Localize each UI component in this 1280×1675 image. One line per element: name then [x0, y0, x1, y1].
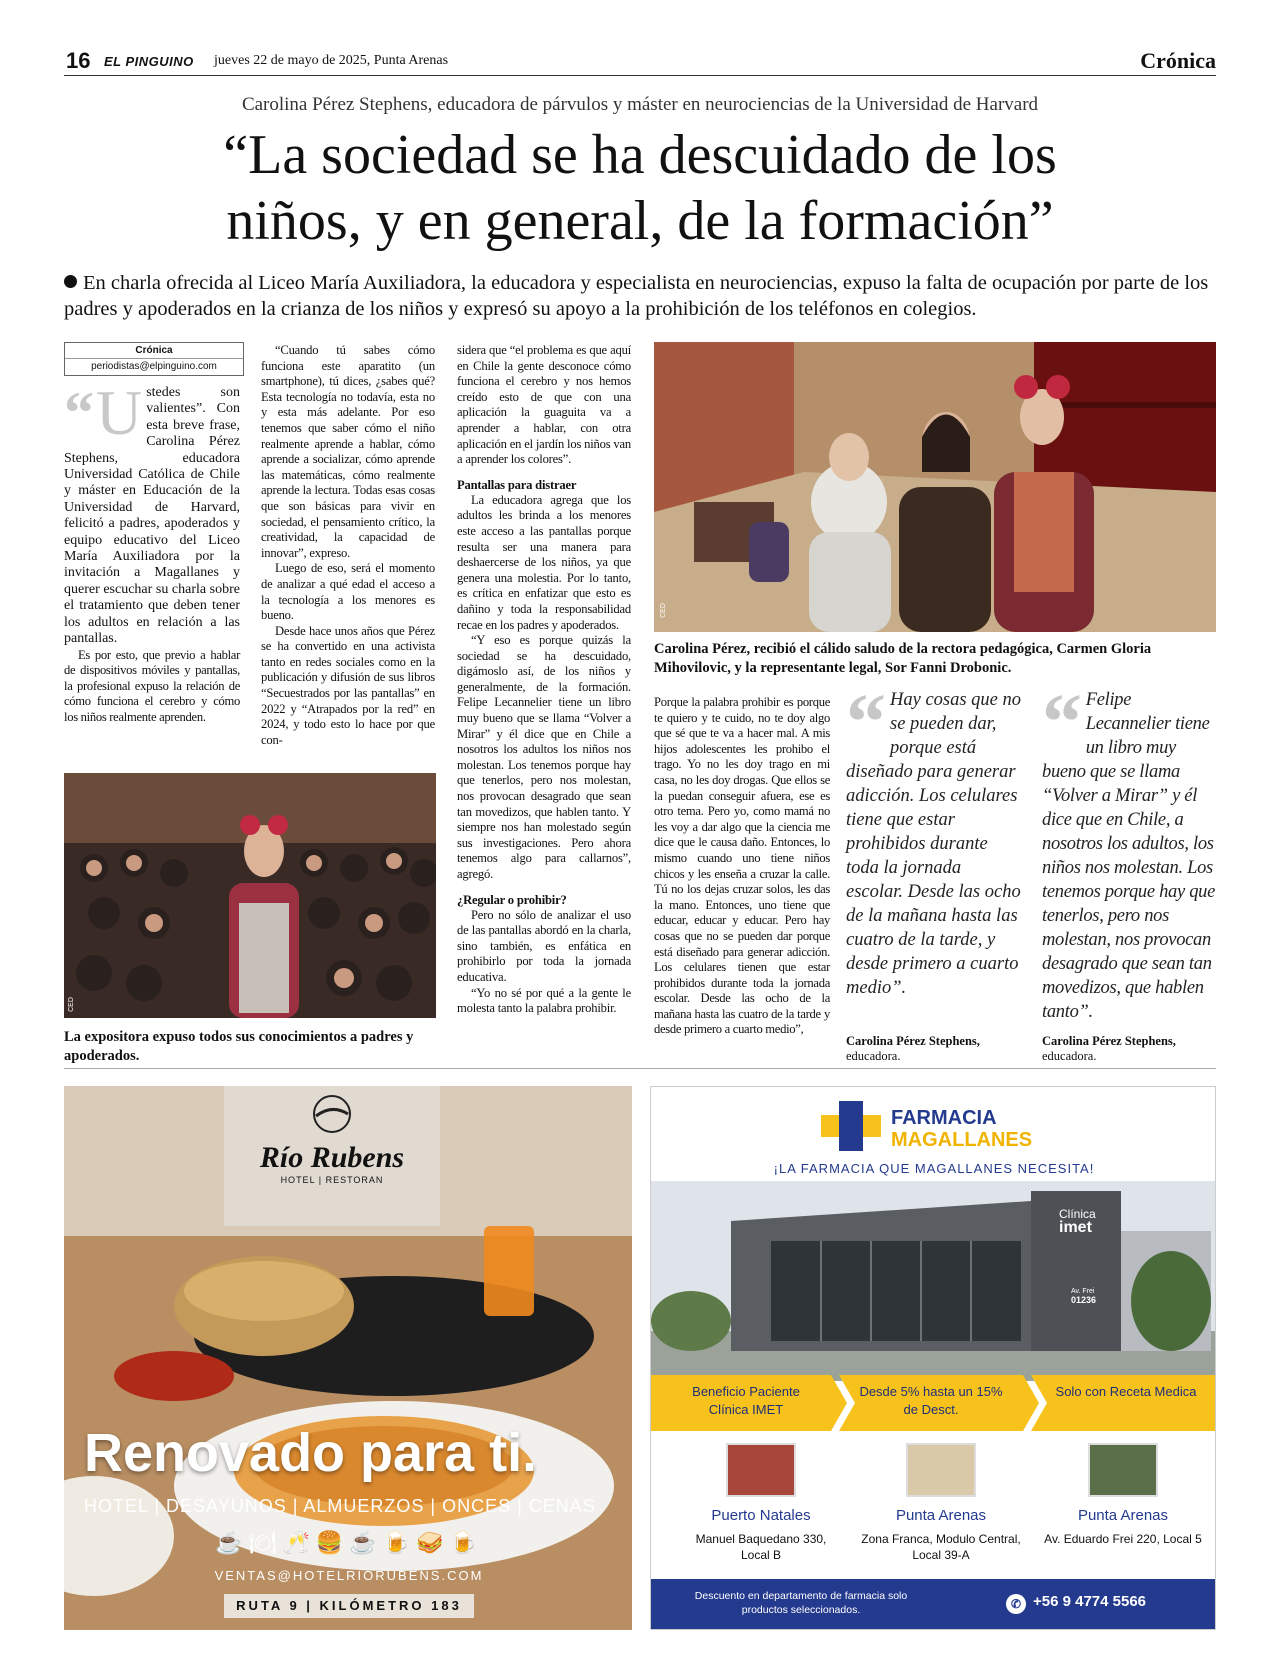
col3-paragraph: “Y eso es porque quizás la sociedad se ha descuidado, digámoslo así, de los niños y generalmente, de la formación. Felipe Lecannelier tiene un libro muy bueno que se llama “Volver a Mirar” y él dice que en Chile a nosotros los adultos los niños nos molestan. Los tenemos porque hay que tenerlos, pero nos molestan, nos provocan desagrado que sean tan movedizos, que hablen tanto. Y siempre nos han molestado según sus investigaciones. Pero ahora tenemos algo para callarnos”, agregó. — [457, 633, 631, 881]
col1-paragraph: stedes son valientes”. Con esta breve frase, Carolina Pérez Stephens, educadora Universidad Católica de Chile y máster en Educación de la Universidad de Harvard, felicitó a padres, apoderados y equipo educativo del Liceo María Auxiliadora por la invitación a Magallanes y querer escuchar su charla sobre el tratamiento que deben tener los adultos en relación a las pantallas. — [64, 385, 240, 647]
article-lead — [64, 270, 1216, 322]
ad-slogan: Renovado para ti. — [84, 1423, 538, 1483]
newspaper-brand: EL PINGUINO — [104, 54, 194, 69]
section-name: Crónica — [1140, 48, 1216, 73]
building-address-plate — [1071, 1287, 1096, 1305]
building-sign-line-1: Clínica — [1059, 1207, 1096, 1221]
byline-name: Crónica — [135, 345, 173, 356]
dish-icon: 🍽 — [248, 1530, 283, 1555]
ad-farmacia-magallanes[interactable] — [650, 1086, 1216, 1630]
article-column-1 — [64, 377, 240, 725]
drop-cap-letter: U — [96, 377, 143, 448]
audience-photo-image — [64, 773, 436, 1018]
quote-1-role: educadora. — [846, 1049, 901, 1063]
col3-paragraph: “Yo no sé por qué a la gente le molesta tanto la palabra prohibir. — [457, 985, 631, 1016]
headline-line-1: “La sociedad se ha descuidado de los — [223, 124, 1057, 186]
tea-icon: ☕ — [215, 1530, 249, 1555]
branch-address: Av. Eduardo Frei 220, Local 5 — [1044, 1532, 1202, 1546]
quote-2-role: educadora. — [1042, 1049, 1097, 1063]
rio-rubens-logo: Río Rubens — [259, 1141, 405, 1174]
whatsapp-icon: ✆ — [1006, 1594, 1026, 1614]
photo-top-group — [654, 342, 1216, 632]
photo-credit: CED — [659, 603, 667, 618]
branch-photo — [906, 1443, 976, 1497]
quote-mark-icon: “ — [846, 679, 886, 767]
photo-bottom-audience — [64, 773, 436, 1018]
rio-rubens-sub: HOTEL | RESTORAN — [280, 1175, 384, 1185]
ad-route: RUTA 9 | KILÓMETRO 183 — [224, 1594, 474, 1618]
subheading-regular: ¿Regular o prohibir? — [457, 892, 567, 907]
building-street: Av. Frei — [1071, 1288, 1095, 1295]
service-icons-row — [204, 1530, 494, 1556]
pull-quote-2-text: Felipe Lecannelier tiene un libro muy bueno que se llama “Volver a Mirar” y él dice que en Chile, a nosotros los adultos, los niños nos molestan. Los tenemos porque hay que tenerlos, pero nos molestan, nos provocan desagrado que sean tan movedizos, que hablen tanto”. — [1042, 690, 1216, 1022]
pharmacy-tagline: ¡LA FARMACIA QUE MAGALLANES NECESITA! — [773, 1161, 1095, 1176]
byline-email[interactable]: periodistas@elpinguino.com — [65, 358, 243, 372]
article-headline — [60, 122, 1220, 254]
lead-text: En charla ofrecida al Liceo María Auxiliadora, la educadora y especialista en neurociencias, expuso la falta de ocupación por parte de los padres y apoderados en la crianza de los niños y expresó su apoyo a la prohibición de los teléfonos en colegios. — [64, 272, 1209, 320]
benefit-1: Beneficio Paciente Clínica IMET — [692, 1384, 800, 1417]
bullet-icon — [64, 275, 77, 288]
article-column-2 — [261, 343, 435, 748]
pharmacy-brand-1: FARMACIA — [891, 1107, 997, 1129]
coffee-icon: ☕ — [349, 1530, 383, 1555]
pharmacy-footer-bar — [651, 1579, 1216, 1630]
sandwich-icon: 🥪 — [416, 1530, 450, 1555]
branch-city: Punta Arenas — [895, 1507, 987, 1524]
pull-quote-1-text: Hay cosas que no se pueden dar, porque está diseñado para generar adicción. Los celulares tiene que estar prohibidos durante toda la jornada escolar. Desde las ocho de la mañana hasta las cuatro de la tarde, y desde primero a cuarto medio”. — [846, 690, 1022, 998]
building-number: 01236 — [1071, 1295, 1097, 1305]
river-logo-icon — [302, 1094, 362, 1134]
col2-paragraph: “Cuando tú sabes cómo funciona este aparatito (un smartphone), tú dices, ¿sabes qué? Esta tecnología no todavía, esta no y esta más adelante. Por eso tenemos que saber cómo el niño realmente aprende a hablar, cómo aprende a socializar, cómo aprende las matemáticas, cómo realmente aprende la lectura. Todas esas cosas que son básicas para vivir en sociedad, el pensamiento crítico, la creatividad, la capacidad de innovar”, expreso. — [261, 343, 435, 560]
ad-email[interactable]: VENTAS@HOTELRIORUBENS.COM — [214, 1568, 484, 1583]
photo-credit: CED — [67, 997, 75, 1012]
pharmacy-footer-note: Descuento en departamento de farmacia solo productos seleccionados. — [694, 1590, 908, 1616]
pharmacy-cross-icon — [821, 1101, 881, 1151]
quote-1-credit — [846, 1034, 1022, 1064]
branch-photo — [1088, 1443, 1158, 1497]
ad-services: HOTEL | DESAYUNOS | ALMUERZOS | ONCES | CENAS — [84, 1496, 596, 1516]
subheading-pantallas: Pantallas para distraer — [457, 477, 577, 492]
col2-paragraph: Luego de eso, será el momento de analizar a qué edad el acceso a la tecnología a los menores es bueno. — [261, 561, 435, 623]
beer-icon: 🍺 — [382, 1530, 417, 1555]
branch-address: Manuel Baquedano 330, Local B — [695, 1532, 827, 1562]
pint-icon: 🍺 — [449, 1530, 483, 1555]
branch-city: Puerto Natales — [711, 1507, 811, 1524]
drink-icon: 🥂 — [282, 1530, 316, 1555]
clinic-building-image — [651, 1181, 1216, 1381]
col3-paragraph: sidera que “el problema es que aquí en Chile la gente desconoce cómo funciona el cerebro y nos hemos creído esto de que con una aplicación la guaguita va a aprender a hablar, con otra aplicación en el jardín los niños van a aprender los colores”. — [457, 343, 631, 467]
page-header — [64, 48, 1216, 76]
building-sign — [1059, 1207, 1096, 1235]
byline-box — [64, 342, 244, 376]
headline-line-2: niños, y en general, de la formación” — [226, 190, 1054, 252]
pull-quote-1 — [846, 679, 1022, 1000]
section-divider — [64, 1068, 1216, 1069]
benefit-3: Solo con Receta Medica — [1055, 1384, 1197, 1399]
col3-paragraph: La educadora agrega que los adultos les brinda a los menores este acceso a las pantallas porque resulta ser una manera para deshaercerse de los niños, ya que genera una molestia. Por lo tanto, es crítica en enfatizar que esto es dañino y toda la responsabilidad recae en los padres y apoderados. — [457, 492, 631, 632]
page-number: 16 — [66, 48, 91, 73]
group-photo-image — [654, 342, 1216, 632]
quote-2-author: Carolina Pérez Stephens, — [1042, 1034, 1176, 1048]
branch-photo — [726, 1443, 796, 1497]
quote-2-credit — [1042, 1034, 1218, 1064]
benefit-2: Desde 5% hasta un 15% de Desct. — [859, 1384, 1003, 1417]
article-column-4 — [654, 695, 830, 1038]
photo-bottom-caption: La expositora expuso todos sus conocimientos a padres y apoderados. — [64, 1029, 414, 1064]
header-date: jueves 22 de mayo de 2025, Punta Arenas — [214, 53, 449, 68]
pull-quote-2 — [1042, 679, 1218, 1024]
burger-icon: 🍔 — [315, 1530, 350, 1555]
rio-rubens-logo-box — [224, 1086, 440, 1226]
building-sign-line-2: imet — [1059, 1219, 1092, 1236]
drop-quote-mark: “ — [64, 380, 94, 446]
pharmacy-phone[interactable]: +56 9 4774 5566 — [1033, 1593, 1147, 1610]
col2-paragraph: Desde hace unos años que Pérez se ha convertido en una activista tanto en redes sociales como en la publicación y difusión de sus libros “Secuestrados por las pantallas” en 2022 y “Atrapados por la red” en 2024, y todo esto lo hace por que con- — [261, 623, 435, 747]
quote-mark-icon: “ — [1042, 679, 1082, 767]
col1-paragraph: Es por esto, que previo a hablar de dispositivos móviles y pantallas, la profesional expuso la relación de cómo funciona el cerebro y cómo los niños realmente aprenden. — [64, 647, 240, 724]
col4-paragraph: Porque la palabra prohibir es porque te quiero y te cuido, no te doy algo que sé que te va a hacer mal. A mis hijos adolescentes les prohibo el trago. Yo no les doy trago en mi casa, no les doy drogas. Que ellos se la puedan conseguir afuera, ese es otro tema. Pero yo, como mamá no les voy a dar algo que la ciencia me dice que le causa daño. Entonces, lo mismo cuando uno tiene niños chicos y les enseña a cruzar la calle. Tú no los dejas cruzar solos, les das la mano. Entonces, uno tiene que educar, educar y educar. Pero hay cosas que no se pueden dar porque está diseñado para generar adicción. Los celulares tienen que estar prohibidos durante toda la jornada escolar. Desde las ocho de la mañana hasta las cuatro de la tarde y desde primero a cuarto medio”, — [654, 695, 830, 1037]
pharmacy-brand-2: MAGALLANES — [891, 1129, 1033, 1151]
article-column-3 — [457, 343, 631, 1017]
article-kicker: Carolina Pérez Stephens, educadora de párvulos y máster en neurociencias de la Universidad de Harvard — [241, 94, 1039, 115]
ad-rio-rubens[interactable] — [64, 1086, 632, 1630]
photo-top-caption: Carolina Pérez, recibió el cálido saludo de la rectora pedagógica, Carmen Gloria Mihovilovic, y la representante legal, Sor Fanni Drobonic. — [654, 641, 1152, 676]
col3-paragraph: Pero no sólo de analizar el uso de las pantallas abordó en la charla, sino también, es enfática en prohibirlo por toda la jornada educativa. — [457, 907, 631, 984]
branch-address: Zona Franca, Modulo Central, Local 39-A — [861, 1532, 1021, 1562]
quote-1-author: Carolina Pérez Stephens, — [846, 1034, 980, 1048]
branch-city: Punta Arenas — [1077, 1507, 1169, 1524]
